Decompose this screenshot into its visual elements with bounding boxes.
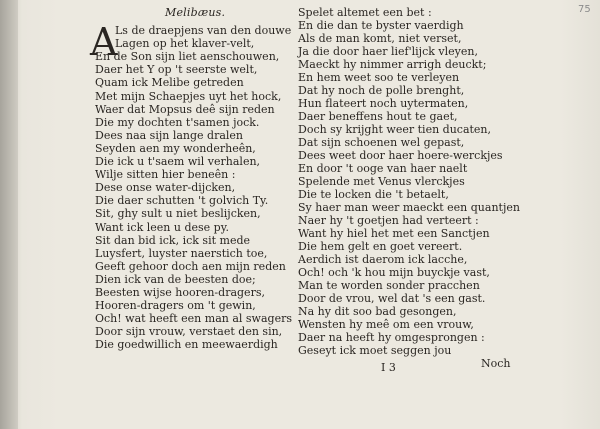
verse-line: Och! wat heeft een man al swagers	[95, 312, 292, 326]
verse-line: En die dan te byster vaerdigh	[298, 19, 464, 32]
verse-line: Want ick leen u dese py.	[95, 220, 229, 234]
verse-line: Ls de draepjens van den douwe	[115, 24, 292, 37]
verse-line: Dees weet door haer hoere-werckjes	[298, 149, 503, 162]
verse-line: Och! och 'k hou mijn buyckje vast,	[298, 266, 490, 279]
verse-line: Die ick u t'saem wil verhalen,	[95, 155, 261, 168]
verse-line: Dien ick van de beesten doe;	[95, 272, 256, 286]
verse-line: Wilje sitten hier beneên :	[95, 168, 236, 182]
verse-line: Na hy dit soo bad gesongen,	[298, 305, 457, 318]
verse-line: Doch sy krijght weer tien ducaten,	[298, 123, 492, 136]
verse-line: Lagen op het klaver-velt,	[115, 37, 255, 51]
verse-line: Dees naa sijn lange dralen	[95, 128, 244, 142]
verse-line: Waer dat Mopsus deê sijn reden	[95, 102, 275, 116]
verse-line: Door sijn vrouw, verstaet den sin,	[95, 325, 283, 339]
verse-line: Dat sijn schoenen wel gepast,	[298, 136, 465, 149]
verse-line: Daer beneffens hout te gaet,	[298, 110, 458, 123]
verse-line: Sy haer man weer maeckt een quantjen	[298, 201, 520, 214]
verse-line: Hooren-dragers om 't gewin,	[95, 299, 256, 313]
verse-line: Spelet altemet een bet :	[298, 6, 432, 19]
verse-line: Sit dan bid ick, ick sit mede	[95, 233, 250, 247]
verse-line: Dese onse water-dijcken,	[95, 181, 236, 195]
verse-line: Die goedwillich en meewaerdigh	[95, 338, 278, 352]
running-title: Melibæus.	[165, 6, 226, 19]
verse-line: Hun flateert noch uytermaten,	[298, 97, 469, 110]
verse-line: Die te locken die 't betaelt,	[298, 188, 449, 201]
verse-line: Sit, ghy sult u niet beslijcken,	[95, 207, 261, 221]
verse-line: Want hy hiel het met een Sanctjen	[298, 227, 490, 240]
verse-line: Die daer schutten 't golvich Ty.	[95, 194, 269, 208]
folio-note: 75	[578, 4, 591, 15]
verse-line: Die my dochten t'samen jock.	[95, 115, 260, 129]
verse-line: Luysfert, luyster naerstich toe,	[95, 246, 268, 260]
verse-line: Geseyt ick moet seggen jou	[298, 344, 452, 357]
verse-line: Daer het Y op 't seerste welt,	[95, 63, 258, 77]
verse-line: Maeckt hy nimmer arrigh deuckt;	[298, 58, 487, 71]
verse-line: Spelende met Venus vlerckjes	[298, 175, 465, 188]
verse-line: En door 't ooge van haer naelt	[298, 162, 468, 175]
verse-line: Door de vrou, wel dat 's een gast.	[298, 292, 486, 305]
verse-line: Ja die door haer lief'lijck vleyen,	[298, 45, 478, 58]
drop-capital: A	[90, 20, 118, 64]
verse-line: Met mijn Schaepjes uyt het hock,	[95, 89, 282, 103]
verse-line: Quam ick Melibe getreden	[95, 76, 244, 90]
page-gutter	[0, 0, 18, 429]
verse-line: Seyden aen my wonderheên,	[95, 141, 256, 155]
verse-line: Naer hy 't goetjen had verteert :	[298, 214, 479, 227]
verse-line: En de Son sijn liet aenschouwen,	[95, 50, 280, 64]
verse-line: Beesten wijse hooren-dragers,	[95, 286, 265, 299]
verse-line: Dat hy noch de polle brenght,	[298, 84, 465, 97]
verse-line: Wensten hy meê om een vrouw,	[298, 318, 474, 331]
verse-line: Geeft gehoor doch aen mijn reden	[95, 259, 286, 273]
verse-line: Die hem gelt en goet vereert.	[298, 240, 463, 253]
catchword: Noch	[481, 357, 511, 370]
verse-line: Aerdich ist daerom ick lacche,	[298, 253, 468, 266]
verse-line: Daer na heeft hy omgesprongen :	[298, 331, 485, 344]
verse-line: Man te worden sonder pracchen	[298, 279, 480, 292]
signature-mark: I 3	[381, 361, 396, 374]
verse-line: En hem weet soo te verleyen	[298, 71, 460, 84]
verse-line: Als de man komt, niet verset,	[298, 32, 462, 45]
